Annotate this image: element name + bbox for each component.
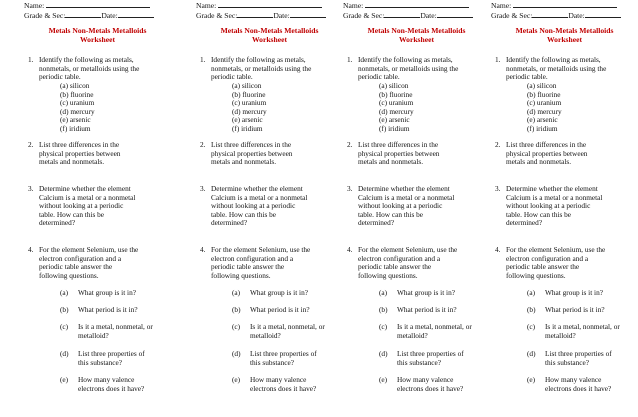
subquestion-a-text: What group is it in? bbox=[78, 288, 136, 297]
subquestion-b-label: (b) bbox=[232, 305, 241, 314]
subquestion-e-label: (e) bbox=[60, 375, 69, 384]
grade-label: Grade & Sec: bbox=[491, 11, 533, 20]
name-field[interactable] bbox=[343, 0, 490, 10]
question-3-number: 3. bbox=[200, 184, 206, 193]
question-2-number: 2. bbox=[347, 140, 353, 149]
name-blank[interactable] bbox=[218, 0, 322, 8]
question-1-items bbox=[379, 82, 414, 134]
subquestion-e-label: (e) bbox=[379, 375, 388, 384]
question-1-number: 1. bbox=[200, 55, 206, 64]
date-label: Date: bbox=[273, 11, 290, 20]
worksheet-copy-3 bbox=[343, 0, 490, 417]
item-e: (e) arsenic bbox=[527, 115, 558, 125]
subquestion-b-label: (b) bbox=[527, 305, 536, 314]
question-4-number: 4. bbox=[200, 245, 206, 254]
item-a: (a) silicon bbox=[527, 81, 557, 90]
subquestion-c-text: Is it a metal, nonmetal, or metalloid? bbox=[397, 322, 472, 340]
question-4-text: For the element Selenium, use the electron configuration and a periodic table answer the following questions. bbox=[39, 245, 139, 280]
name-blank[interactable] bbox=[513, 0, 617, 8]
question-2-text: List three differences in the physical properties between metals and nonmetals. bbox=[506, 140, 588, 167]
question-3-text: Determine whether the element Calcium is a metal or a nonmetal without looking at a periodic table. How can this be determined? bbox=[358, 184, 455, 228]
subquestion-a-text: What group is it in? bbox=[397, 288, 455, 297]
name-label: Name: bbox=[491, 1, 512, 10]
subquestion-b-text: What period is it in? bbox=[545, 305, 605, 314]
item-b: (b) fluorine bbox=[527, 89, 561, 99]
question-1-items bbox=[232, 82, 267, 134]
item-d: (d) mercury bbox=[379, 106, 414, 116]
subquestion-e-label: (e) bbox=[527, 375, 536, 384]
question-1-text: Identify the following as metals, nonmetals, or metalloids using the periodic table. bbox=[39, 55, 140, 82]
item-f: (f) iridium bbox=[232, 123, 263, 133]
item-a: (a) silicon bbox=[232, 81, 262, 90]
subquestion-c-label: (c) bbox=[527, 322, 536, 331]
worksheet-title bbox=[343, 26, 490, 44]
subquestion-b-text: What period is it in? bbox=[78, 305, 138, 314]
grade-blank[interactable] bbox=[384, 10, 420, 18]
grade-date-field[interactable] bbox=[491, 10, 638, 20]
subquestion-e-text: How many valence electrons does it have? bbox=[78, 375, 145, 393]
subquestion-e-text: How many valence electrons does it have? bbox=[397, 375, 464, 393]
subquestion-c-text: Is it a metal, nonmetal, or metalloid? bbox=[545, 322, 620, 340]
subquestion-c-label: (c) bbox=[60, 322, 69, 331]
worksheet-copy-4 bbox=[491, 0, 638, 417]
worksheet-copy-1 bbox=[24, 0, 171, 417]
question-4-text: For the element Selenium, use the electron configuration and a periodic table answer the following questions. bbox=[211, 245, 311, 280]
question-2-text: List three differences in the physical properties between metals and nonmetals. bbox=[211, 140, 293, 167]
question-2-number: 2. bbox=[200, 140, 206, 149]
item-f: (f) iridium bbox=[60, 123, 91, 133]
subquestion-a-label: (a) bbox=[232, 288, 241, 297]
item-a: (a) silicon bbox=[60, 81, 90, 90]
subquestion-d-text: List three properties of this substance? bbox=[250, 349, 317, 367]
question-4-number: 4. bbox=[495, 245, 501, 254]
item-e: (e) arsenic bbox=[60, 115, 91, 125]
question-1-number: 1. bbox=[28, 55, 34, 64]
grade-blank[interactable] bbox=[65, 10, 101, 18]
question-1-items bbox=[60, 82, 95, 134]
grade-label: Grade & Sec: bbox=[196, 11, 238, 20]
title-line-2: Worksheet bbox=[251, 35, 287, 44]
question-3-text: Determine whether the element Calcium is a metal or a nonmetal without looking at a periodic table. How can this be determined? bbox=[506, 184, 603, 228]
question-2-text: List three differences in the physical properties between metals and nonmetals. bbox=[358, 140, 440, 167]
item-d: (d) mercury bbox=[232, 106, 267, 116]
question-3-number: 3. bbox=[495, 184, 501, 193]
question-4-number: 4. bbox=[28, 245, 34, 254]
item-a: (a) silicon bbox=[379, 81, 409, 90]
name-label: Name: bbox=[343, 1, 364, 10]
name-blank[interactable] bbox=[46, 0, 150, 8]
subquestion-c-label: (c) bbox=[232, 322, 241, 331]
item-f: (f) iridium bbox=[379, 123, 410, 133]
grade-date-field[interactable] bbox=[196, 10, 343, 20]
subquestion-a-text: What group is it in? bbox=[545, 288, 603, 297]
grade-blank[interactable] bbox=[532, 10, 568, 18]
worksheet-copy-2 bbox=[196, 0, 343, 417]
grade-blank[interactable] bbox=[237, 10, 273, 18]
subquestion-d-label: (d) bbox=[60, 349, 69, 358]
date-blank[interactable] bbox=[118, 10, 154, 18]
grade-date-field[interactable] bbox=[343, 10, 490, 20]
subquestion-e-text: How many valence electrons does it have? bbox=[545, 375, 612, 393]
question-1-text: Identify the following as metals, nonmetals, or metalloids using the periodic table. bbox=[211, 55, 312, 82]
date-label: Date: bbox=[568, 11, 585, 20]
question-2-number: 2. bbox=[28, 140, 34, 149]
title-line-2: Worksheet bbox=[79, 35, 115, 44]
subquestion-a-label: (a) bbox=[60, 288, 69, 297]
subquestion-b-text: What period is it in? bbox=[250, 305, 310, 314]
subquestion-c-text: Is it a metal, nonmetal, or metalloid? bbox=[250, 322, 325, 340]
subquestion-a-label: (a) bbox=[527, 288, 536, 297]
item-c: (c) uranium bbox=[379, 98, 414, 108]
item-f: (f) iridium bbox=[527, 123, 558, 133]
item-c: (c) uranium bbox=[527, 98, 562, 108]
subquestion-a-label: (a) bbox=[379, 288, 388, 297]
question-3-number: 3. bbox=[347, 184, 353, 193]
subquestion-c-label: (c) bbox=[379, 322, 388, 331]
question-2-number: 2. bbox=[495, 140, 501, 149]
question-3-text: Determine whether the element Calcium is a metal or a nonmetal without looking at a periodic table. How can this be determined? bbox=[211, 184, 308, 228]
subquestion-d-label: (d) bbox=[527, 349, 536, 358]
item-d: (d) mercury bbox=[60, 106, 95, 116]
subquestion-e-text: How many valence electrons does it have? bbox=[250, 375, 317, 393]
worksheet-title bbox=[196, 26, 343, 44]
subquestion-d-text: List three properties of this substance? bbox=[78, 349, 145, 367]
date-label: Date: bbox=[420, 11, 437, 20]
subquestion-b-label: (b) bbox=[379, 305, 388, 314]
question-1-number: 1. bbox=[495, 55, 501, 64]
title-line-1: Metals Non-Metals Metalloids bbox=[220, 26, 319, 35]
date-blank[interactable] bbox=[437, 10, 473, 18]
subquestion-b-label: (b) bbox=[60, 305, 69, 314]
name-field[interactable] bbox=[196, 0, 343, 10]
subquestion-e-label: (e) bbox=[232, 375, 241, 384]
title-line-1: Metals Non-Metals Metalloids bbox=[48, 26, 147, 35]
worksheet-title bbox=[491, 26, 638, 44]
question-1-text: Identify the following as metals, nonmetals, or metalloids using the periodic table. bbox=[506, 55, 607, 82]
date-blank[interactable] bbox=[290, 10, 326, 18]
question-2-text: List three differences in the physical properties between metals and nonmetals. bbox=[39, 140, 121, 167]
question-4-text: For the element Selenium, use the electron configuration and a periodic table answer the following questions. bbox=[358, 245, 458, 280]
title-line-1: Metals Non-Metals Metalloids bbox=[367, 26, 466, 35]
name-field[interactable] bbox=[491, 0, 638, 10]
name-field[interactable] bbox=[24, 0, 171, 10]
date-blank[interactable] bbox=[585, 10, 621, 18]
title-line-2: Worksheet bbox=[546, 35, 582, 44]
item-c: (c) uranium bbox=[60, 98, 95, 108]
worksheet-title bbox=[24, 26, 171, 44]
name-label: Name: bbox=[24, 1, 45, 10]
subquestion-d-label: (d) bbox=[232, 349, 241, 358]
question-3-text: Determine whether the element Calcium is a metal or a nonmetal without looking at a periodic table. How can this be determined? bbox=[39, 184, 136, 228]
question-1-items bbox=[527, 82, 562, 134]
grade-label: Grade & Sec: bbox=[24, 11, 66, 20]
grade-label: Grade & Sec: bbox=[343, 11, 385, 20]
subquestion-c-text: Is it a metal, nonmetal, or metalloid? bbox=[78, 322, 153, 340]
question-1-number: 1. bbox=[347, 55, 353, 64]
title-line-1: Metals Non-Metals Metalloids bbox=[515, 26, 614, 35]
question-1-text: Identify the following as metals, nonmetals, or metalloids using the periodic table. bbox=[358, 55, 459, 82]
question-4-number: 4. bbox=[347, 245, 353, 254]
item-e: (e) arsenic bbox=[232, 115, 263, 125]
subquestion-d-label: (d) bbox=[379, 349, 388, 358]
subquestion-a-text: What group is it in? bbox=[250, 288, 308, 297]
item-b: (b) fluorine bbox=[232, 89, 266, 99]
title-line-2: Worksheet bbox=[398, 35, 434, 44]
name-label: Name: bbox=[196, 1, 217, 10]
subquestion-b-text: What period is it in? bbox=[397, 305, 457, 314]
question-4-text: For the element Selenium, use the electron configuration and a periodic table answer the following questions. bbox=[506, 245, 606, 280]
item-e: (e) arsenic bbox=[379, 115, 410, 125]
item-b: (b) fluorine bbox=[379, 89, 413, 99]
item-d: (d) mercury bbox=[527, 106, 562, 116]
item-c: (c) uranium bbox=[232, 98, 267, 108]
question-3-number: 3. bbox=[28, 184, 34, 193]
name-blank[interactable] bbox=[365, 0, 469, 8]
grade-date-field[interactable] bbox=[24, 10, 171, 20]
subquestion-d-text: List three properties of this substance? bbox=[545, 349, 612, 367]
item-b: (b) fluorine bbox=[60, 89, 94, 99]
date-label: Date: bbox=[101, 11, 118, 20]
subquestion-d-text: List three properties of this substance? bbox=[397, 349, 464, 367]
